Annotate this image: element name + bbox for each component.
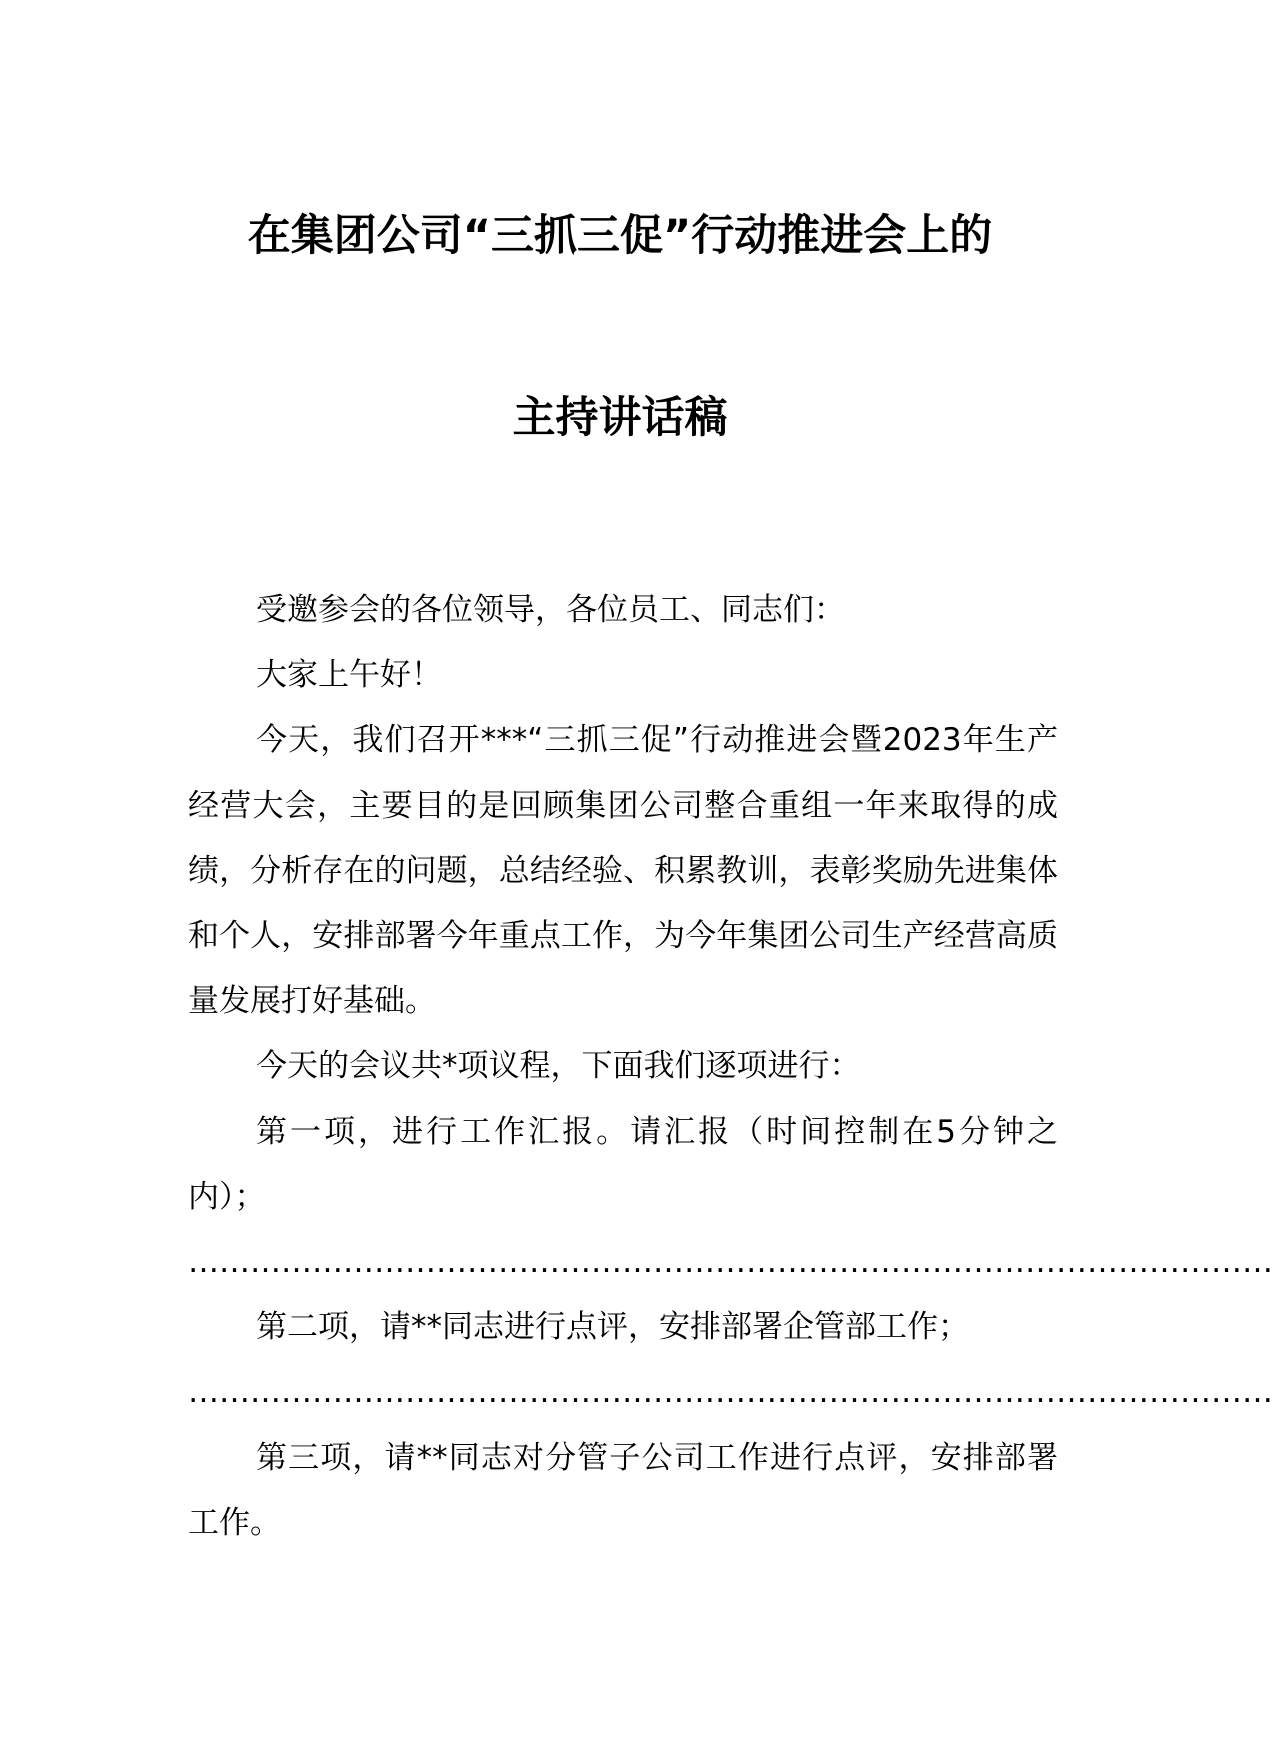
agenda-item-2: 第二项，请**同志进行点评，安排部署企管部工作；	[256, 1309, 969, 1346]
ellipsis-separator-1: ……………………………………………………………………………………………	[188, 1244, 1273, 1281]
document-title-line-1: 在集团公司“三抓三促”行动推进会上的	[247, 211, 993, 261]
agenda-item-3: 第三项，请**同志对分管子公司工作进行点评，安排部署工作。	[188, 1439, 1058, 1541]
ellipsis-separator-2: ……………………………………………………………………………………………	[188, 1374, 1273, 1411]
document-body	[188, 578, 1273, 1556]
document-title-line-2: 主持讲话稿	[512, 393, 728, 443]
salutation: 受邀参会的各位领导，各位员工、同志们：	[256, 592, 845, 628]
intro-paragraph: 今天，我们召开***“三抓三促”行动推进会暨2023年生产经营大会，主要目的是回顾集团公司整合重组一年来取得的成绩，分析存在的问题，总结经验、积累教训，表彰奖励先进集体和个人，安排部署今年重点工作，为今年集团公司生产经营高质量发展打好基础。	[188, 722, 1058, 1020]
greeting: 大家上午好！	[256, 657, 442, 694]
agenda-item-1: 第一项，进行工作汇报。请汇报（时间控制在5分钟之内）；	[188, 1113, 1058, 1215]
agenda-intro: 今天的会议共*项议程，下面我们逐项进行：	[256, 1048, 861, 1085]
